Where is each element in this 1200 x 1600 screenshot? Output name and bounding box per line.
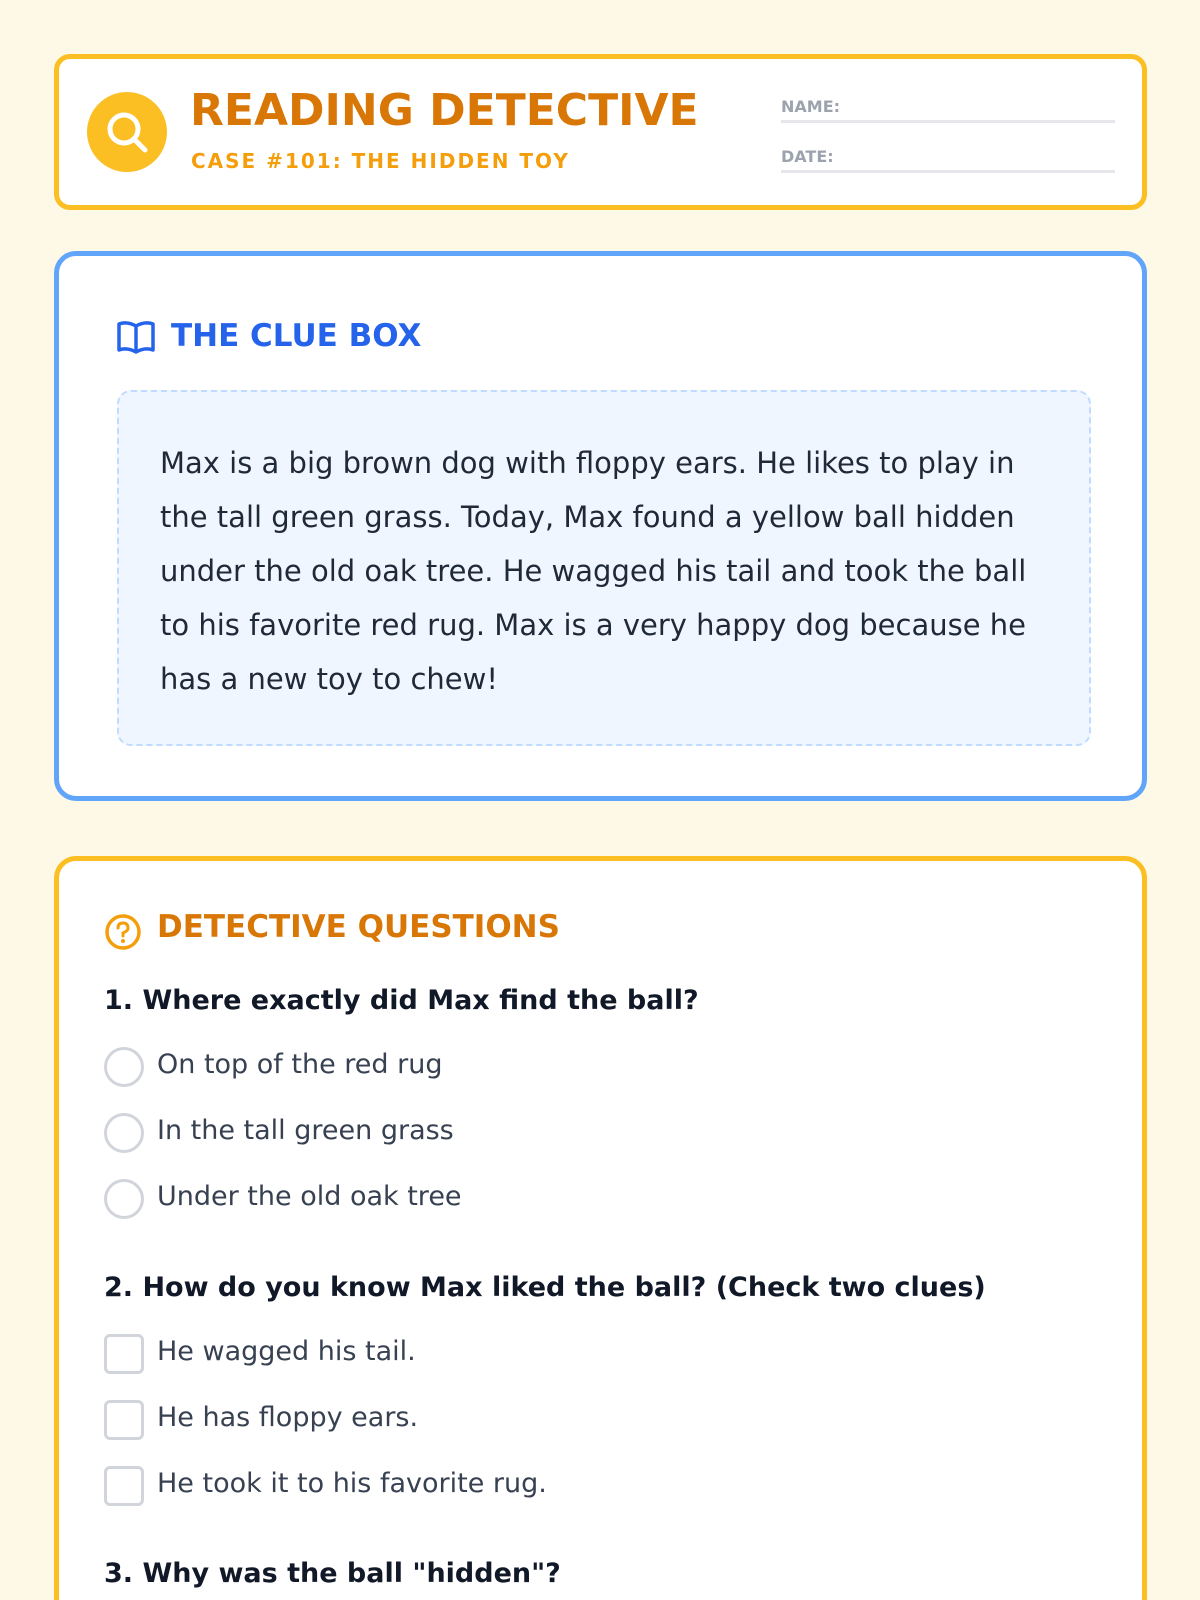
story-passage: Max is a big brown dog with floppy ears. He likes to play in the tall green grass. Today, Max found a yellow ball hidden under the old oak tree. He wagged his tail and took the ball to his favorite red rug. Max is a very happy dog because he has a new toy to chew! <box>160 446 1027 696</box>
q2-option-1[interactable] <box>104 1334 1004 1374</box>
questions-title: DETECTIVE QUESTIONS <box>157 909 560 945</box>
q1-option-1[interactable] <box>104 1047 1004 1087</box>
option-label: He wagged his tail. <box>157 1336 416 1367</box>
q2-option-2[interactable] <box>104 1400 1004 1440</box>
date-field[interactable] <box>781 141 1115 173</box>
worksheet-header <box>54 54 1147 210</box>
question-2: 2. How do you know Max liked the ball? (Check two clues) <box>104 1272 986 1303</box>
date-label: DATE: <box>781 147 834 166</box>
clue-box-card <box>54 251 1147 801</box>
name-label: NAME: <box>781 97 841 116</box>
question-circle-icon <box>104 913 142 951</box>
passage-box <box>117 390 1091 746</box>
radio-button[interactable] <box>104 1179 144 1219</box>
page-title: READING DETECTIVE <box>190 85 699 136</box>
question-3: 3. Why was the ball "hidden"? <box>104 1558 561 1589</box>
option-label: He took it to his favorite rug. <box>157 1468 547 1499</box>
checkbox[interactable] <box>104 1466 144 1506</box>
radio-button[interactable] <box>104 1113 144 1153</box>
option-label: In the tall green grass <box>157 1115 454 1146</box>
name-field[interactable] <box>781 91 1115 123</box>
magnifier-icon <box>87 92 167 172</box>
option-label: He has floppy ears. <box>157 1402 419 1433</box>
checkbox[interactable] <box>104 1400 144 1440</box>
q1-option-3[interactable] <box>104 1179 1004 1219</box>
questions-card <box>54 856 1147 1600</box>
option-label: On top of the red rug <box>157 1049 443 1080</box>
q2-option-3[interactable] <box>104 1466 1004 1506</box>
question-1: 1. Where exactly did Max find the ball? <box>104 985 699 1016</box>
radio-button[interactable] <box>104 1047 144 1087</box>
clue-box-title: THE CLUE BOX <box>171 318 422 354</box>
checkbox[interactable] <box>104 1334 144 1374</box>
book-open-icon <box>116 319 156 355</box>
case-subtitle: CASE #101: THE HIDDEN TOY <box>191 149 570 173</box>
option-label: Under the old oak tree <box>157 1181 462 1212</box>
q1-option-2[interactable] <box>104 1113 1004 1153</box>
